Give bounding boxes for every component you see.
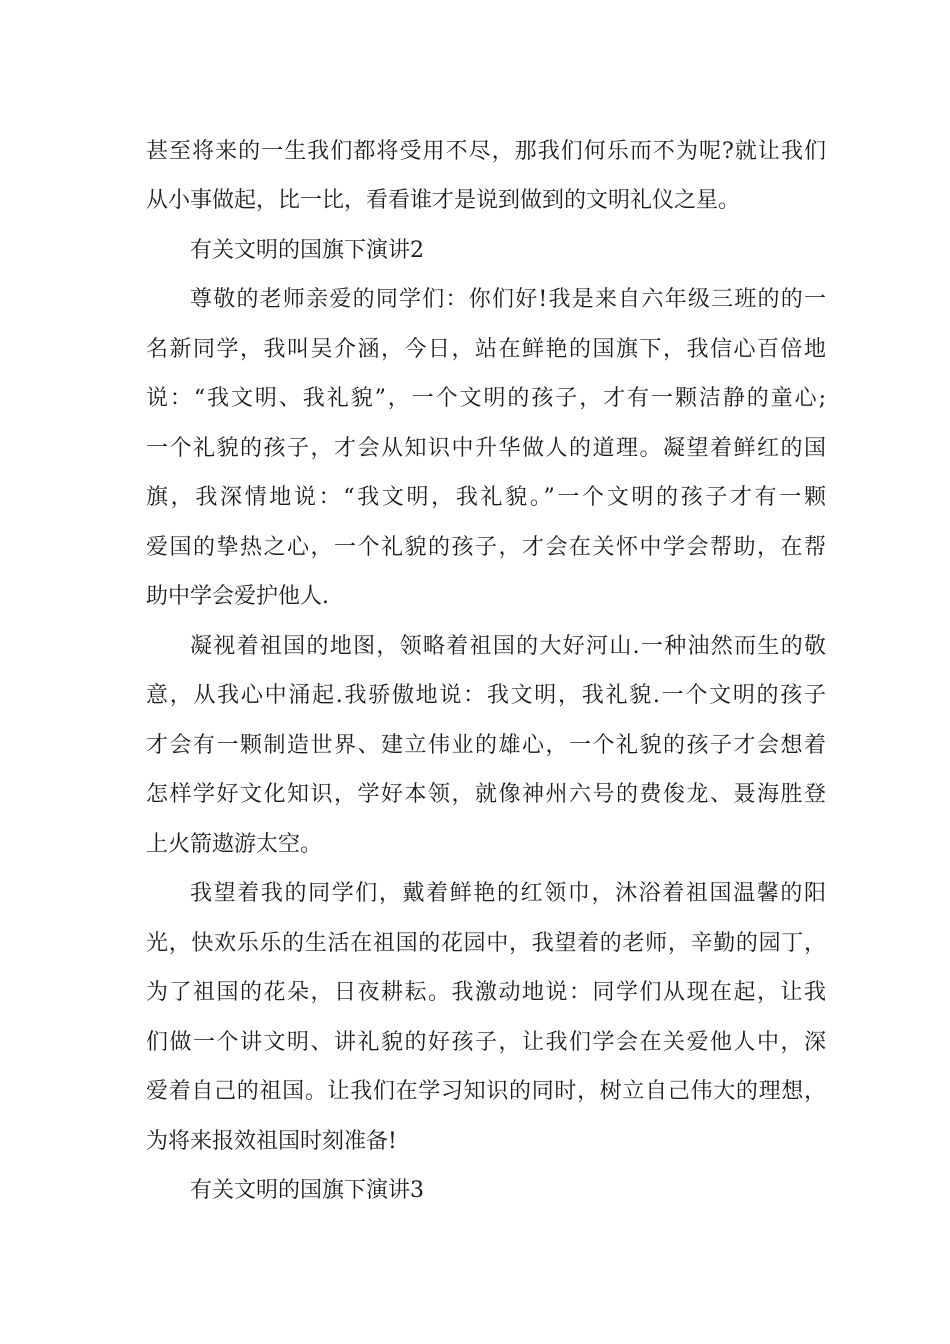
text-line: 说：“我文明、我礼貌”，一个文明的孩子，才有一颗洁静的童心; (146, 386, 826, 411)
text-line: 爱国的挚热之心，一个礼貌的孩子，才会在关怀中学会帮助，在帮 (146, 535, 826, 560)
section-heading: 有关文明的国旗下演讲2 (190, 238, 424, 263)
text-line: 一个礼貌的孩子，才会从知识中升华做人的道理。凝望着鲜红的国 (146, 436, 826, 461)
text-line: 从小事做起，比一比，看看谁才是说到做到的文明礼仪之星。 (146, 188, 741, 213)
text-line: 尊敬的老师亲爱的同学们：你们好!我是来自六年级三班的的一 (190, 287, 826, 312)
text-line: 名新同学，我叫吴介涵，今日，站在鲜艳的国旗下，我信心百倍地 (146, 337, 826, 362)
text-line: 甚至将来的一生我们都将受用不尽，那我们何乐而不为呢?就让我们 (146, 139, 826, 164)
text-line: 为将来报效祖国时刻准备! (146, 1129, 397, 1154)
text-line: 助中学会爱护他人. (146, 584, 329, 609)
text-line: 我望着我的同学们，戴着鲜艳的红领巾，沐浴着祖国温馨的阳 (190, 881, 826, 906)
text-line: 们做一个讲文明、讲礼貌的好孩子，让我们学会在关爱他人中，深 (146, 1030, 826, 1055)
text-line: 为了祖国的花朵，日夜耕耘。我激动地说：同学们从现在起，让我 (146, 980, 826, 1005)
text-line: 意，从我心中涌起.我骄傲地说：我文明，我礼貌.一个文明的孩子 (146, 683, 826, 708)
section-heading: 有关文明的国旗下演讲3 (190, 1178, 424, 1203)
text-line: 怎样学好文化知识，学好本领，就像神州六号的费俊龙、聂海胜登 (146, 782, 826, 807)
text-line: 才会有一颗制造世界、建立伟业的雄心，一个礼貌的孩子才会想着 (146, 733, 826, 758)
text-line: 旗，我深情地说：“我文明，我礼貌。”一个文明的孩子才有一颗 (146, 485, 826, 510)
text-line: 爱着自己的祖国。让我们在学习知识的同时，树立自己伟大的理想， (146, 1079, 826, 1104)
text-line: 光，快欢乐乐的生活在祖国的花园中，我望着的老师，辛勤的园丁， (146, 931, 826, 956)
text-line: 上火箭遨游太空。 (146, 832, 323, 857)
text-line: 凝视着祖国的地图，领略着祖国的大好河山.一种油然而生的敬 (190, 634, 826, 659)
